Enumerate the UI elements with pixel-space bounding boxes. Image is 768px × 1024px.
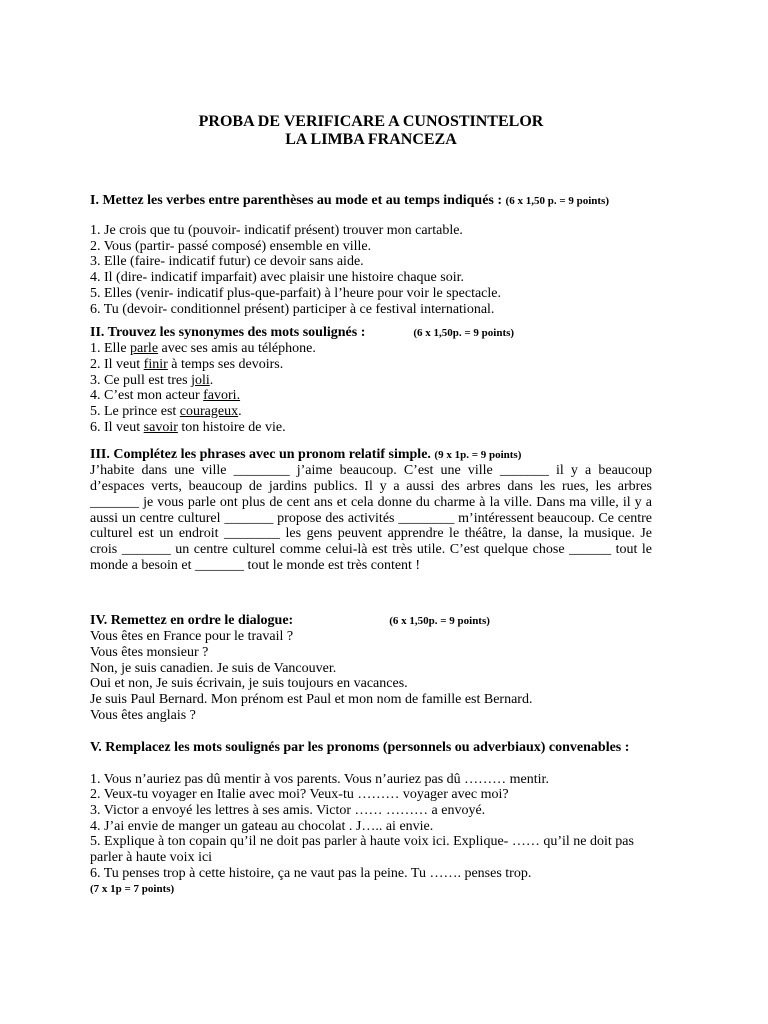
section-4-list bbox=[90, 629, 652, 723]
item-text: ton histoire de vie. bbox=[177, 419, 286, 435]
item-text: 3. Ce pull est tres bbox=[90, 372, 192, 388]
item-text: 2. Il veut bbox=[90, 356, 144, 372]
section-1-heading bbox=[90, 193, 652, 209]
section-5-list bbox=[90, 772, 652, 898]
section-3-paragraph: J’habite dans une ville ________ j’aime beaucoup. C’est une ville _______ il y a beaucoup d’espaces verts, beaucoup de jardins publics. Il y a aussi des arbres dans les rues, les arbres _______ je vous parle ont plus de cent ans et cela donne du charme à la ville. Dans ma ville, il y a aussi un centre culturel _______ propose des activités ________ m’intéressent beaucoup. Ce centre culturel est un endroit ________ les gens peuvent apprendre le théâtre, la danse, la musique. Je crois _______ un centre culturel comme celui-là est très utile. C’est quelque chose ______ tout le monde a besoin et _______ tout le monde est très content ! bbox=[90, 463, 652, 573]
item-text: à temps ses devoirs. bbox=[167, 356, 284, 372]
item-text: . bbox=[209, 372, 214, 388]
underlined-word: joli bbox=[191, 372, 210, 388]
list-item: 6. Tu (devoir- conditionnel présent) participer à ce festival international. bbox=[90, 301, 495, 317]
list-item: 1. Je crois que tu (pouvoir- indicatif présent) trouver mon cartable. bbox=[90, 223, 463, 238]
title-line-2: LA LIMBA FRANCEZA bbox=[285, 131, 457, 148]
section-3-points: (9 x 1p. = 9 points) bbox=[434, 449, 522, 462]
section-4 bbox=[90, 613, 652, 723]
list-item: 2. Vous (partir- passé composé) ensemble en ville. bbox=[90, 238, 372, 254]
list-item: 3. Elle (faire- indicatif futur) ce devoir sans aide. bbox=[90, 254, 364, 270]
section-5-points: (7 x 1p = 7 points) bbox=[90, 882, 175, 895]
section-1 bbox=[90, 193, 652, 317]
dialogue-line: Je suis Paul Bernard. Mon prénom est Paul et mon nom de famille est Bernard. bbox=[90, 692, 533, 708]
list-item bbox=[90, 341, 652, 357]
section-2-list bbox=[90, 341, 652, 435]
dialogue-line: Non, je suis canadien. Je suis de Vancouver. bbox=[90, 660, 337, 676]
section-5 bbox=[90, 740, 652, 898]
section-2-heading-text: II. Trouvez les synonymes des mots soulignés : bbox=[90, 325, 366, 341]
list-item: 4. J’ai envie de manger un gateau au chocolat . J….. ai envie. bbox=[90, 818, 434, 834]
section-1-list bbox=[90, 223, 652, 317]
item-text: 1. Elle bbox=[90, 341, 131, 357]
list-item bbox=[90, 357, 652, 373]
list-item bbox=[90, 388, 652, 404]
list-item: 5. Elles (venir- indicatif plus-que-parfait) à l’heure pour voir le spectacle. bbox=[90, 285, 501, 301]
section-2-heading bbox=[90, 325, 652, 341]
item-text: 6. Il veut bbox=[90, 419, 144, 435]
section-4-points: (6 x 1,50p. = 9 points) bbox=[389, 615, 490, 628]
section-3-heading-text: III. Complétez les phrases avec un pronom relatif simple. bbox=[90, 447, 431, 463]
underlined-word: courageux bbox=[179, 404, 239, 420]
dialogue-line: Vous êtes monsieur ? bbox=[90, 645, 209, 661]
section-2 bbox=[90, 325, 652, 435]
title-line-1: PROBA DE VERIFICARE A CUNOSTINTELOR bbox=[198, 113, 544, 130]
section-5-heading: V. Remplacez les mots soulignés par les pronoms (personnels ou adverbiaux) convenables : bbox=[90, 739, 630, 755]
dialogue-line: Oui et non, Je suis écrivain, je suis toujours en vacances. bbox=[90, 676, 408, 692]
section-1-heading-text: I. Mettez les verbes entre parenthèses au mode et au temps indiqués : bbox=[90, 193, 503, 208]
underlined-word: parle bbox=[130, 341, 159, 357]
section-3-heading bbox=[90, 447, 652, 463]
list-item: 4. Il (dire- indicatif imparfait) avec plaisir une histoire chaque soir. bbox=[90, 270, 464, 286]
worksheet-content bbox=[90, 113, 652, 897]
list-item bbox=[90, 420, 652, 436]
page-title bbox=[90, 113, 652, 149]
list-item: 2. Veux-tu voyager en Italie avec moi? Veux-tu ……… voyager avec moi? bbox=[90, 787, 509, 803]
dialogue-line: Vous êtes en France pour le travail ? bbox=[90, 629, 294, 645]
section-4-heading-text: IV. Remettez en ordre le dialogue: bbox=[90, 613, 294, 629]
item-text: . bbox=[238, 404, 242, 420]
section-3 bbox=[90, 447, 652, 573]
section-4-heading bbox=[90, 613, 652, 629]
underlined-word: favori. bbox=[203, 388, 241, 404]
item-text: 5. Le prince est bbox=[90, 404, 180, 420]
list-item bbox=[90, 404, 652, 420]
section-1-points: (6 x 1,50 p. = 9 points) bbox=[505, 195, 609, 207]
list-item: 6. Tu penses trop à cette histoire, ça ne vaut pas la peine. Tu ……. penses trop. bbox=[90, 865, 532, 881]
list-item: 5. Explique à ton copain qu’il ne doit pas parler à haute voix ici. Explique- …… qu’il ne doit pas parler à haute voix ici bbox=[90, 834, 634, 866]
underlined-word: finir bbox=[143, 356, 168, 372]
item-text: avec ses amis au téléphone. bbox=[158, 341, 316, 357]
underlined-word: savoir bbox=[143, 419, 178, 435]
dialogue-line: Vous êtes anglais ? bbox=[90, 707, 196, 723]
list-item: 1. Vous n’auriez pas dû mentir à vos parents. Vous n’auriez pas dû ……… mentir. bbox=[90, 771, 549, 787]
list-item bbox=[90, 373, 652, 389]
item-text: 4. C’est mon acteur bbox=[90, 388, 204, 404]
section-2-points: (6 x 1,50p. = 9 points) bbox=[413, 327, 515, 340]
list-item: 3. Victor a envoyé les lettres à ses amis. Victor …… ……… a envoyé. bbox=[90, 802, 486, 818]
